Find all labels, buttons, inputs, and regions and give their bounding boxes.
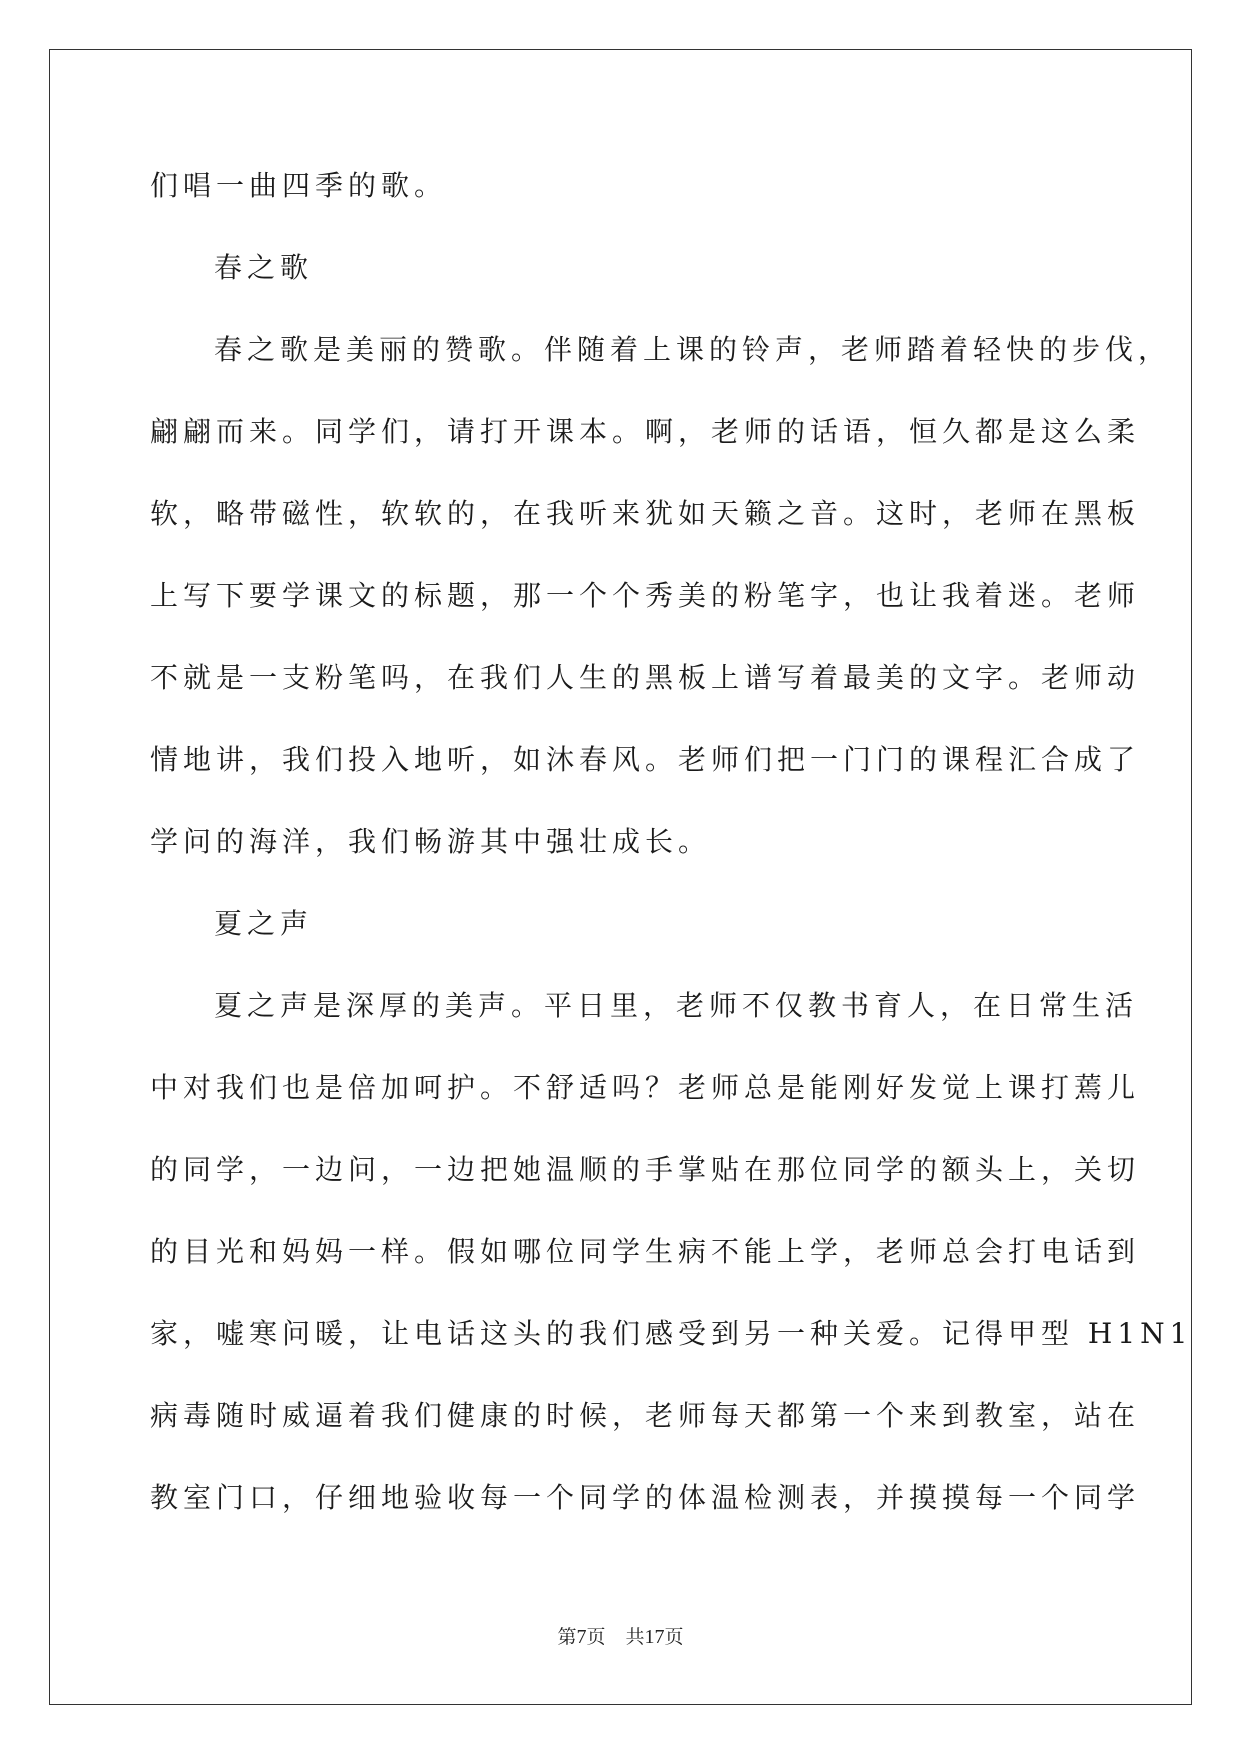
text-line: 不就是一支粉笔吗，在我们人生的黑板上谱写着最美的文字。老师动 — [150, 661, 1141, 694]
total-prefix: 共 — [625, 1626, 645, 1648]
text-line: 中对我们也是倍加呵护。不舒适吗？老师总是能刚好发觉上课打蔫儿 — [150, 1071, 1141, 1104]
text-line: 上写下要学课文的标题，那一个个秀美的粉笔字，也让我着迷。老师 — [150, 579, 1141, 612]
section-heading-spring: 春之歌 — [214, 251, 314, 284]
section-heading-summer: 夏之声 — [214, 907, 314, 940]
text-line: 学问的海洋，我们畅游其中强壮成长。 — [150, 825, 712, 858]
text-line: 的目光和妈妈一样。假如哪位同学生病不能上学，老师总会打电话到 — [150, 1235, 1141, 1268]
text-line: 翩翩而来。同学们，请打开课本。啊，老师的话语，恒久都是这么柔 — [150, 415, 1141, 448]
text-line: 病毒随时威逼着我们健康的时候，老师每天都第一个来到教室，站在 — [150, 1399, 1141, 1432]
document-body — [150, 145, 1193, 1539]
page-footer — [0, 1622, 1241, 1649]
text-line: 春之歌是美丽的赞歌。伴随着上课的铃声，老师踏着轻快的步伐， — [214, 333, 1172, 366]
page-suffix: 页 — [586, 1626, 606, 1648]
text-line: 家，嘘寒问暖，让电话这头的我们感受到另一种关爱。记得甲型 H1N1 — [150, 1317, 1193, 1350]
page-prefix: 第 — [557, 1626, 577, 1648]
text-line: 的同学，一边问，一边把她温顺的手掌贴在那位同学的额头上，关切 — [150, 1153, 1141, 1186]
total-suffix: 页 — [664, 1626, 684, 1648]
current-page-number: 7 — [576, 1626, 587, 1648]
text-line: 教室门口，仔细地验收每一个同学的体温检测表，并摸摸每一个同学 — [150, 1481, 1141, 1514]
text-line: 情地讲，我们投入地听，如沐春风。老师们把一门门的课程汇合成了 — [150, 743, 1141, 776]
text-line: 软，略带磁性，软软的，在我听来犹如天籁之音。这时，老师在黑板 — [150, 497, 1141, 530]
text-line: 们唱一曲四季的歌。 — [150, 169, 448, 202]
total-pages-number: 17 — [644, 1626, 665, 1648]
text-line: 夏之声是深厚的美声。平日里，老师不仅教书育人，在日常生活 — [214, 989, 1139, 1022]
